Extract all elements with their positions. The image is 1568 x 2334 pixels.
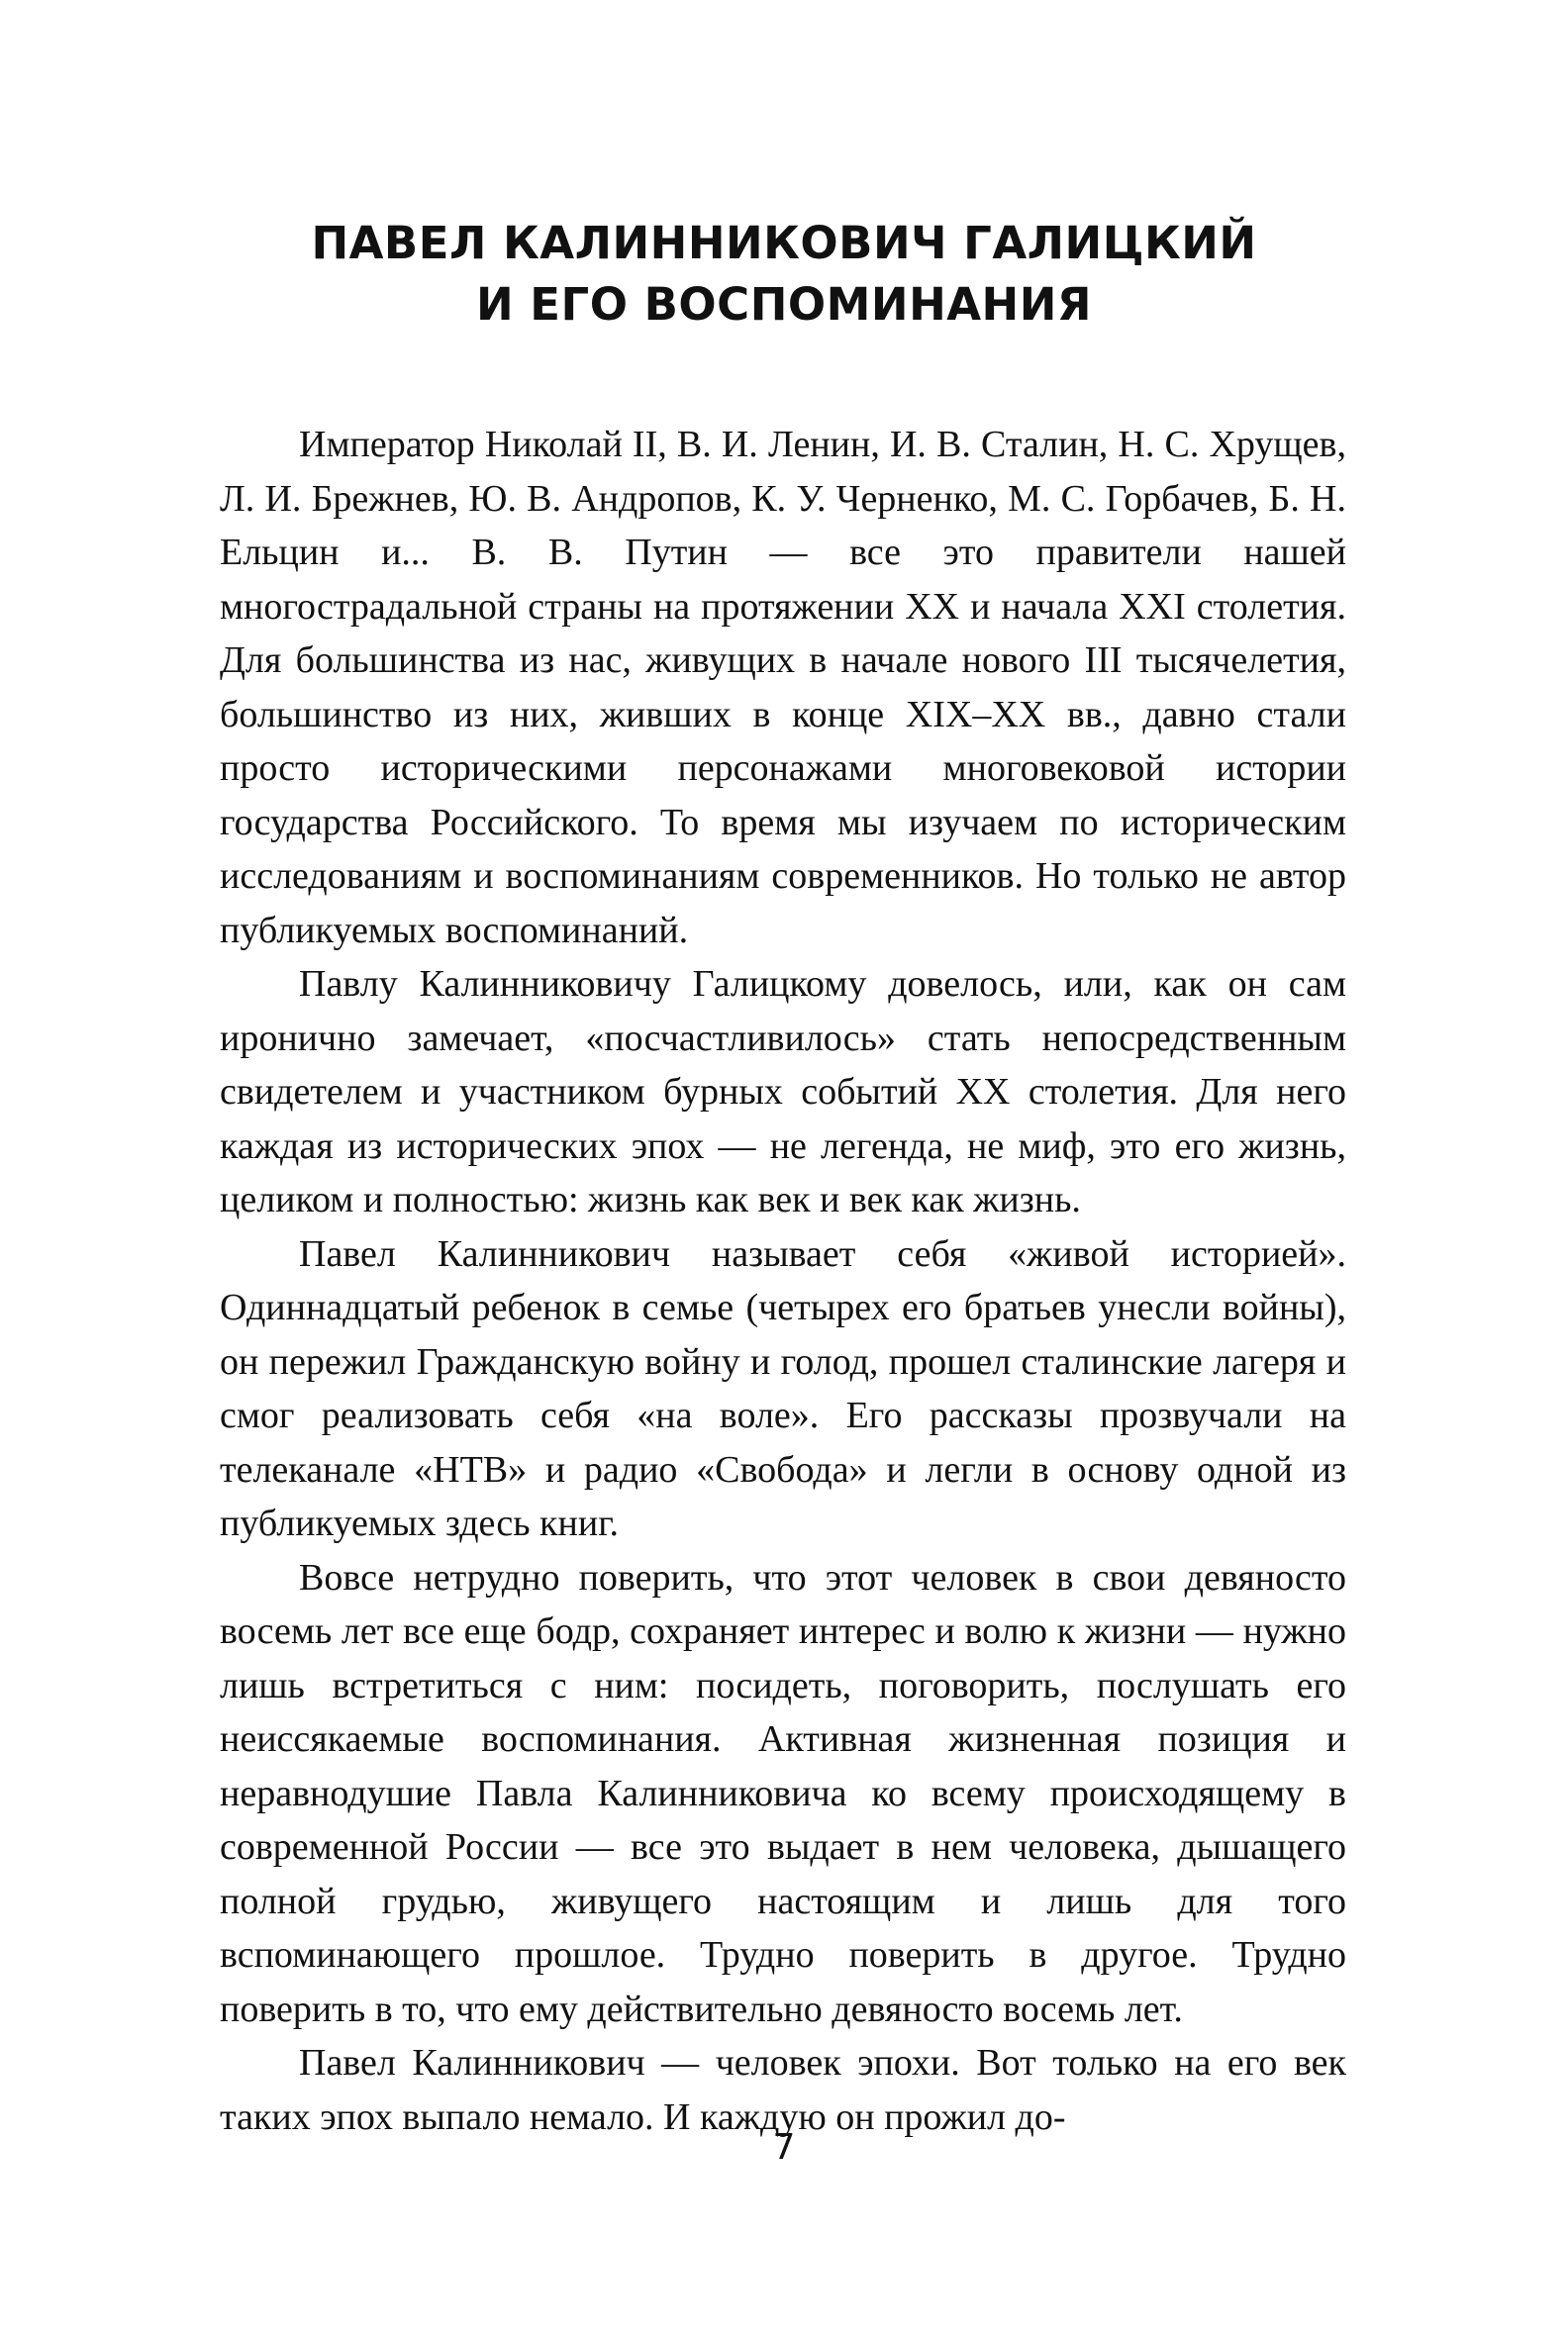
paragraph-4: Вовсе нетрудно поверить, что этот человек в свои девяносто восемь лет все еще бодр, сохраняет интерес и волю к жизни — нужно лишь встретиться с ним: посидеть, поговорить, послушать его неиссякаемые воспоминания. Активная жизненная позиция и неравнодушие Павла Калинниковича ко всему происходящему в современной России — все это выдает в нем человека, дышащего полной грудью, живущего настоящим и лишь для того вспоминающего прошлое. Трудно поверить в другое. Трудно поверить в то, что ему действительно девяносто восемь лет.	[220, 1556, 1346, 2030]
body-text	[220, 418, 1346, 2144]
chapter-title	[0, 213, 1568, 336]
page-number: 7	[772, 2127, 796, 2168]
chapter-title-line-2: И ЕГО ВОСПОМИНАНИЯ	[475, 278, 1093, 331]
paragraph-3: Павел Калинникович называет себя «живой историей». Одиннадцатый ребенок в семье (четырех его братьев унесли войны), он пережил Гражданскую войну и голод, прошел сталинские лагеря и смог реализовать себя «на воле». Его рассказы прозвучали на телеканале «НТВ» и радио «Свобода» и легли в основу одной из публикуемых здесь книг.	[220, 1232, 1346, 1544]
paragraph-1: Император Николай II, В. И. Ленин, И. В. Сталин, Н. С. Хрущев, Л. И. Брежнев, Ю. В. Андропов, К. У. Черненко, М. С. Горбачев, Б. Н. Ельцин и... В. В. Путин — все это правители нашей многострадальной страны на протяжении XX и начала XXI столетия. Для большинства из нас, живущих в начале нового III тысячелетия, большинство из них, живших в конце XIX–XX вв., давно стали просто историческими персонажами многовековой истории государства Российского. То время мы изучаем по историческим исследованиям и воспоминаниям современников. Но только не автор публикуемых воспоминаний.	[220, 424, 1346, 951]
chapter-title-line-1: ПАВЕЛ КАЛИННИКОВИЧ ГАЛИЦКИЙ	[311, 217, 1257, 269]
paragraph-2: Павлу Калинниковичу Галицкому довелось, или, как он сам иронично замечает, «посчастливилось» стать непосредственным свидетелем и участником бурных событий XX столетия. Для него каждая из исторических эпох — не легенда, не миф, это его жизнь, целиком и полностью: жизнь как век и век как жизнь.	[220, 963, 1346, 1220]
paragraph-5: Павел Калинникович — человек эпохи. Вот только на его век таких эпох выпало немало. И каждую он прожил до-	[220, 2042, 1346, 2138]
